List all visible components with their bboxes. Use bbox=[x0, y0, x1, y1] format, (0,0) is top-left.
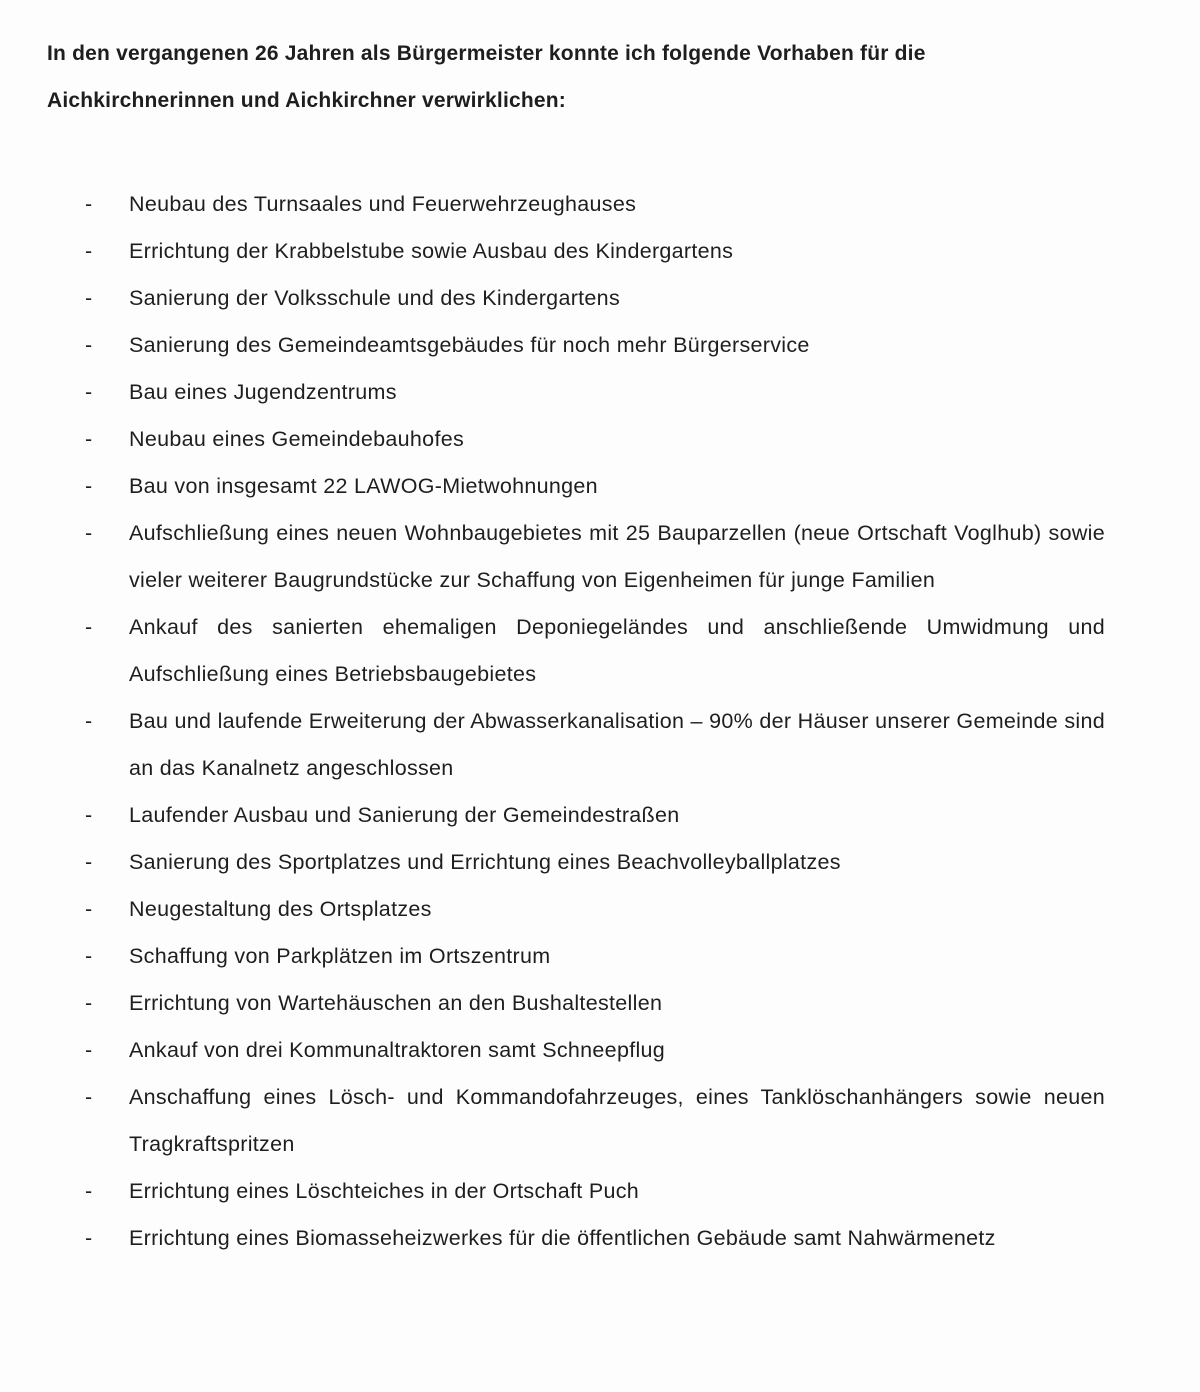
list-item-text: Sanierung der Volksschule und des Kindergartens bbox=[129, 286, 620, 310]
list-item bbox=[47, 463, 1105, 510]
list-item-text: Neubau des Turnsaales und Feuerwehrzeughauses bbox=[129, 192, 637, 216]
list-item bbox=[47, 181, 1105, 228]
list-item bbox=[47, 886, 1105, 933]
list-item bbox=[47, 416, 1105, 463]
list-item-text: Errichtung von Wartehäuschen an den Bushaltestellen bbox=[129, 991, 663, 1015]
list-item bbox=[47, 1074, 1105, 1168]
list-item-text: Laufender Ausbau und Sanierung der Gemeindestraßen bbox=[129, 803, 680, 827]
list-item bbox=[47, 980, 1105, 1027]
list-item bbox=[47, 698, 1105, 792]
list-item-text: Anschaffung eines Lösch- und Kommandofahrzeuges, eines Tanklöschanhängers sowie neuen Tragkraftspritzen bbox=[129, 1085, 1105, 1156]
bullet-dash: - bbox=[85, 333, 93, 357]
list-item bbox=[47, 1027, 1105, 1074]
bullet-dash: - bbox=[85, 897, 93, 921]
bullet-dash: - bbox=[85, 1179, 93, 1203]
list-item-text: Sanierung des Gemeindeamtsgebäudes für noch mehr Bürgerservice bbox=[129, 333, 810, 357]
bullet-dash: - bbox=[85, 803, 93, 827]
bullet-dash: - bbox=[85, 1226, 93, 1250]
list-item bbox=[47, 604, 1105, 698]
list-item-text: Ankauf von drei Kommunaltraktoren samt Schneepflug bbox=[129, 1038, 666, 1062]
list-item-text: Errichtung eines Biomasseheizwerkes für die öffentlichen Gebäude samt Nahwärmenetz bbox=[129, 1226, 996, 1250]
list-item-text: Errichtung der Krabbelstube sowie Ausbau des Kindergartens bbox=[129, 239, 734, 263]
list-item bbox=[47, 510, 1105, 604]
bullet-dash: - bbox=[85, 474, 93, 498]
list-item-text: Bau von insgesamt 22 LAWOG-Mietwohnungen bbox=[129, 474, 598, 498]
bullet-dash: - bbox=[85, 1085, 93, 1109]
list-item-text: Ankauf des sanierten ehemaligen Deponiegeländes und anschließende Umwidmung und Aufschließung eines Betriebsbaugebietes bbox=[129, 615, 1105, 686]
bullet-dash: - bbox=[85, 521, 93, 545]
list-item bbox=[47, 839, 1105, 886]
bullet-dash: - bbox=[85, 944, 93, 968]
list-item bbox=[47, 228, 1105, 275]
list-item bbox=[47, 369, 1105, 416]
bullet-dash: - bbox=[85, 380, 93, 404]
bullet-dash: - bbox=[85, 615, 93, 639]
bullet-dash: - bbox=[85, 709, 93, 733]
list-item-text: Aufschließung eines neuen Wohnbaugebietes mit 25 Bauparzellen (neue Ortschaft Voglhub) sowie vieler weiterer Baugrundstücke zur Schaffung von Eigenheimen für junge Familien bbox=[129, 521, 1105, 592]
bullet-dash: - bbox=[85, 850, 93, 874]
list-item bbox=[47, 275, 1105, 322]
list-item-text: Neubau eines Gemeindebauhofes bbox=[129, 427, 465, 451]
list-item-text: Schaffung von Parkplätzen im Ortszentrum bbox=[129, 944, 551, 968]
intro-paragraph: In den vergangenen 26 Jahren als Bürgermeister konnte ich folgende Vorhaben für die Aichkirchnerinnen und Aichkirchner verwirklichen: bbox=[47, 42, 926, 112]
bullet-dash: - bbox=[85, 286, 93, 310]
list-item-text: Bau eines Jugendzentrums bbox=[129, 380, 397, 404]
list-item bbox=[47, 1168, 1105, 1215]
list-item bbox=[47, 1215, 1105, 1262]
bullet-dash: - bbox=[85, 427, 93, 451]
list-item-text: Neugestaltung des Ortsplatzes bbox=[129, 897, 432, 921]
project-list bbox=[47, 181, 1105, 1262]
bullet-dash: - bbox=[85, 192, 93, 216]
list-item bbox=[47, 792, 1105, 839]
list-item bbox=[47, 933, 1105, 980]
list-item-text: Bau und laufende Erweiterung der Abwasserkanalisation – 90% der Häuser unserer Gemeinde sind an das Kanalnetz angeschlossen bbox=[129, 709, 1105, 780]
bullet-dash: - bbox=[85, 239, 93, 263]
list-item-text: Errichtung eines Löschteiches in der Ortschaft Puch bbox=[129, 1179, 640, 1203]
list-item-text: Sanierung des Sportplatzes und Errichtung eines Beachvolleyballplatzes bbox=[129, 850, 841, 874]
bullet-dash: - bbox=[85, 991, 93, 1015]
bullet-dash: - bbox=[85, 1038, 93, 1062]
list-item bbox=[47, 322, 1105, 369]
